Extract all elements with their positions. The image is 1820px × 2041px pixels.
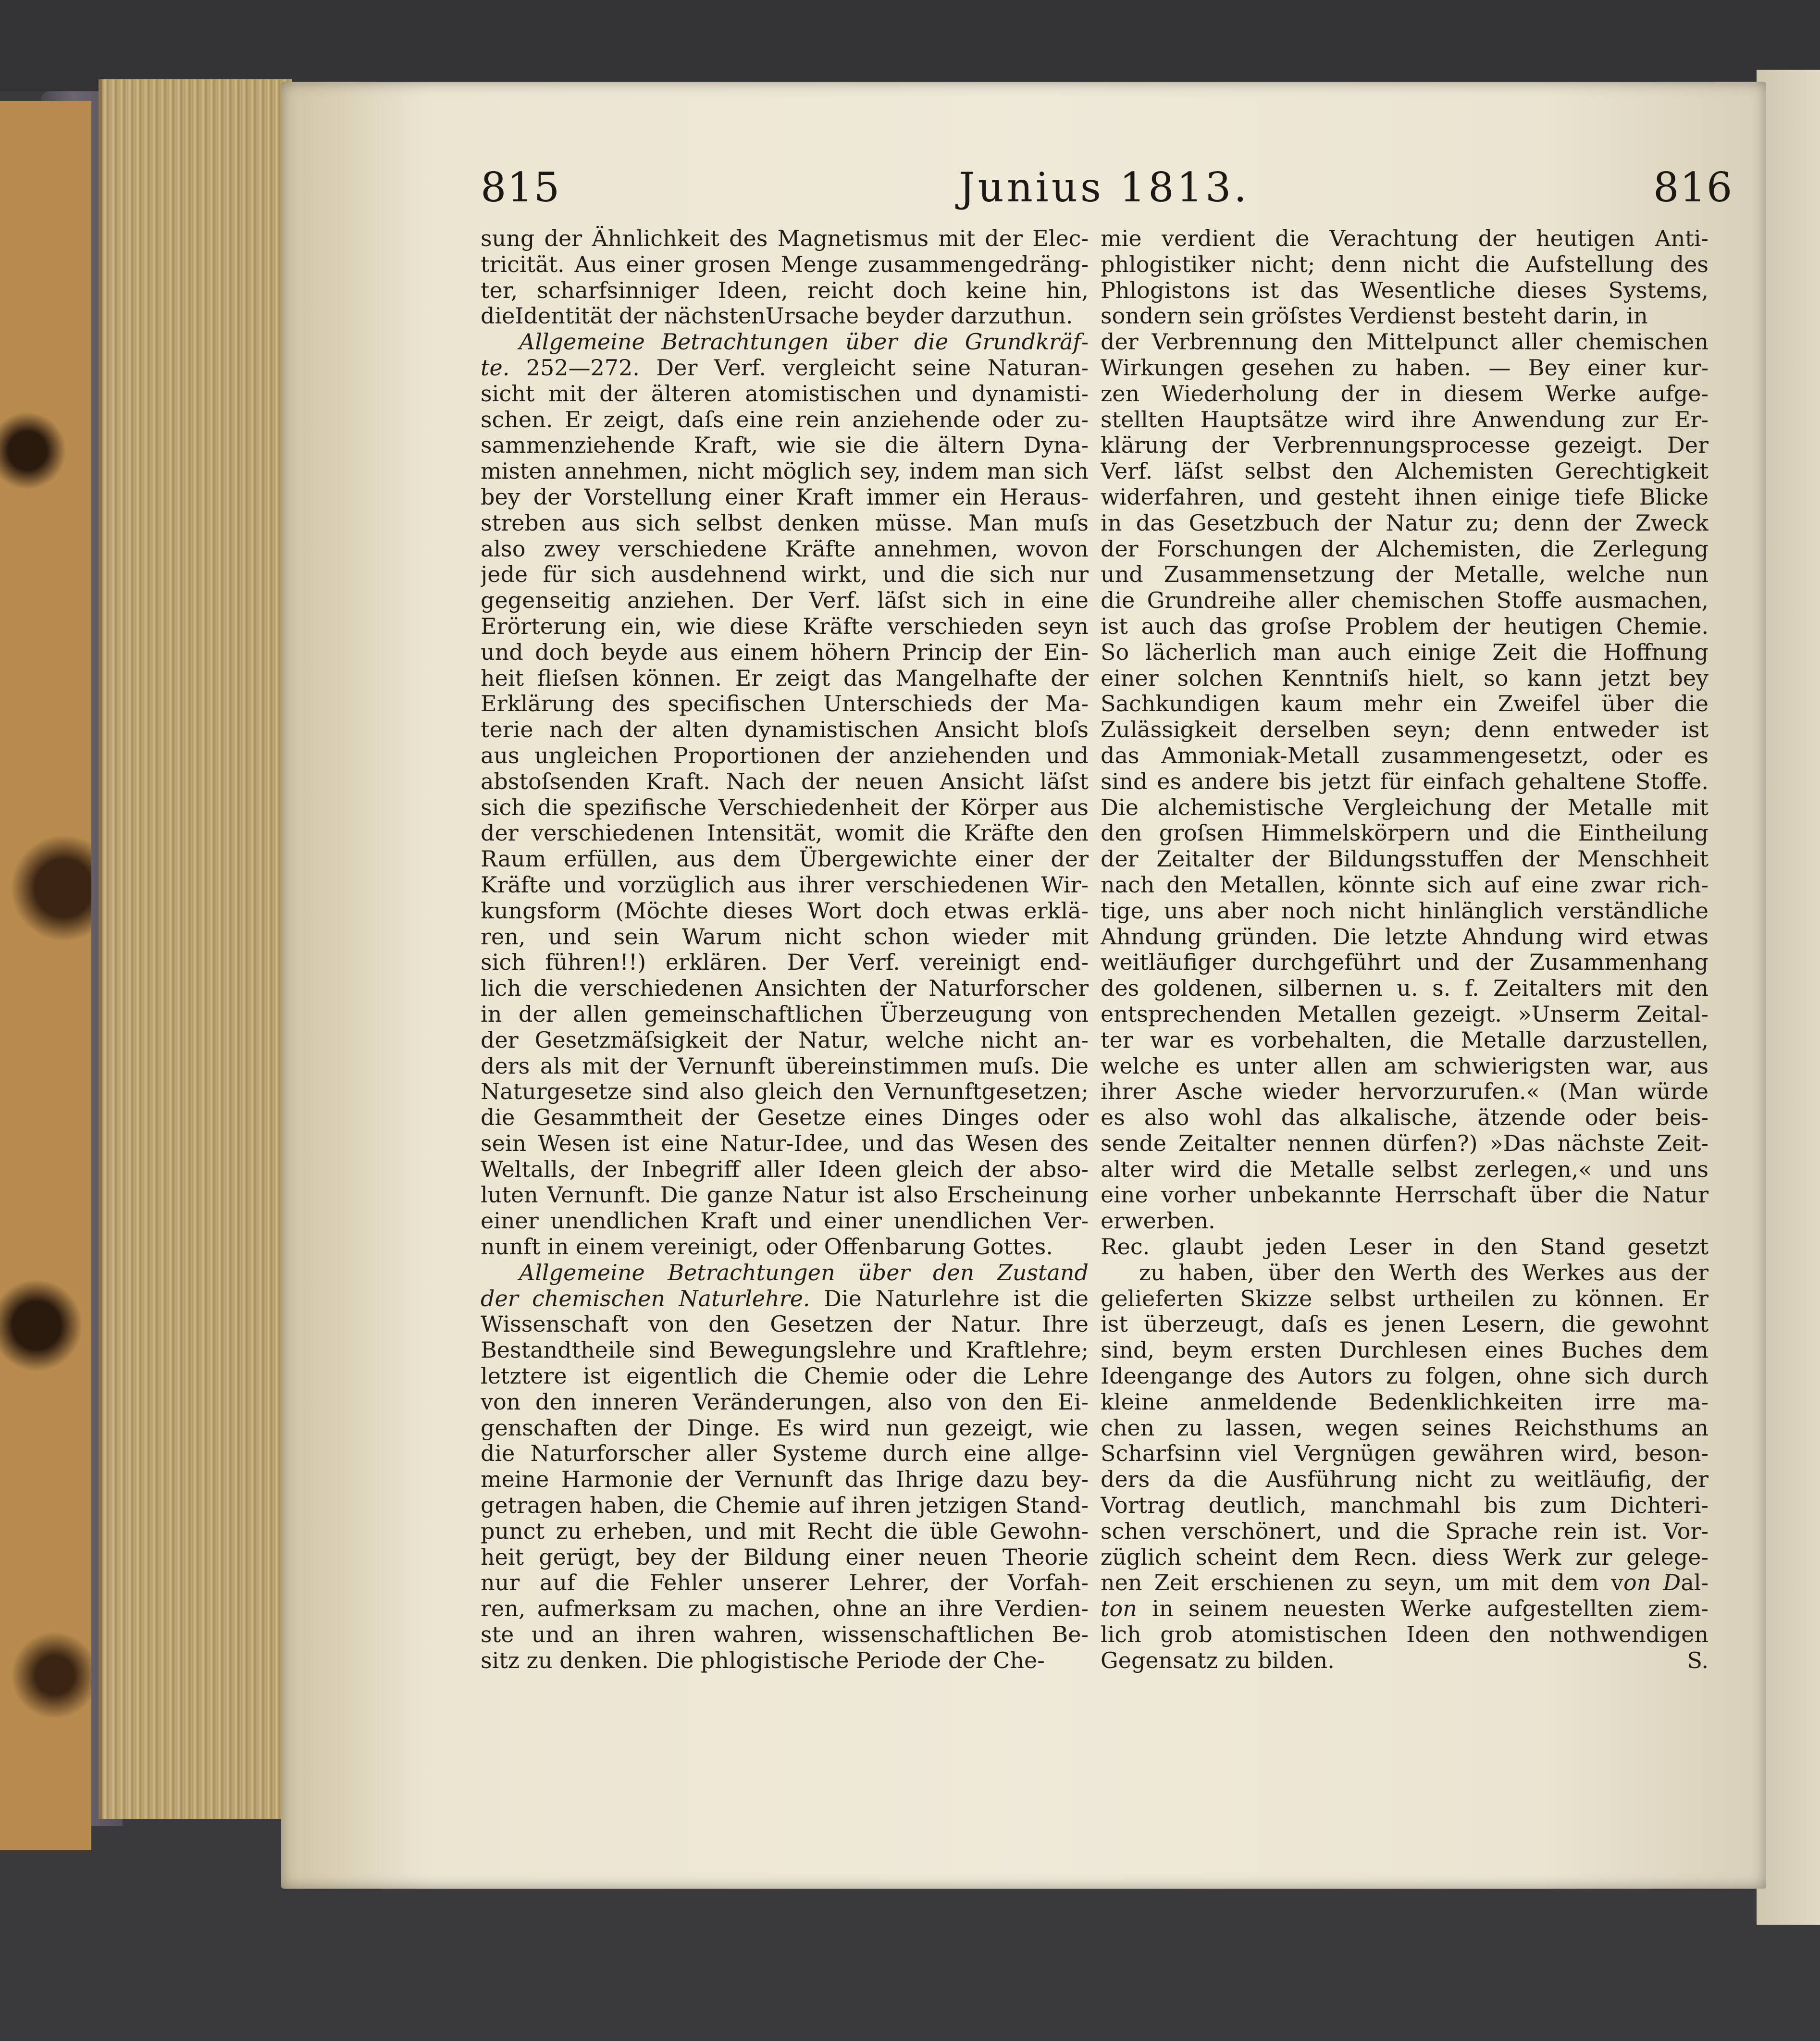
text-line: ders als mit der Vernunft übereinstimmen muſs. Die: [481, 1053, 1089, 1079]
text-line: genschaften der Dinge. Es wird nun gezeigt, wie: [481, 1415, 1089, 1441]
text-line: Erklärung des specifischen Unterschieds der Ma-: [481, 691, 1089, 717]
text-line: nur auf die Fehler unserer Lehrer, der Vorfah-: [481, 1570, 1089, 1596]
text-line: die Grundreihe aller chemischen Stoffe ausmachen,: [1101, 588, 1709, 614]
text-line: ders da die Ausführung nicht zu weitläufig, der: [1101, 1467, 1709, 1493]
text-line: Verf. läſst selbst den Alchemisten Gerechtigkeit: [1101, 458, 1709, 484]
text-line: streben aus sich selbst denken müsse. Man muſs: [481, 510, 1089, 536]
text-line: tige, uns aber noch nicht hinlänglich verständliche: [1101, 898, 1709, 924]
text-line: Raum erfüllen, aus dem Übergewichte einer der: [481, 846, 1089, 872]
text-line: welche es unter allen am schwierigsten war, aus: [1101, 1053, 1709, 1079]
text-line: meine Harmonie der Vernunft das Ihrige dazu bey-: [481, 1467, 1089, 1493]
text-line: stellten Hauptsätze wird ihre Anwendung zur Er-: [1101, 407, 1709, 433]
text-line: Die alchemistische Vergleichung der Metalle mit: [1101, 794, 1709, 820]
text-line: sind, beym ersten Durchlesen eines Buches dem: [1101, 1337, 1709, 1363]
text-line: sung der Ähnlichkeit des Magnetismus mit der Elec-: [481, 226, 1089, 251]
text-line: erwerben.: [1101, 1208, 1215, 1234]
text-line: widerfahren, und gesteht ihnen einige tiefe Blicke: [1101, 484, 1709, 510]
text-line: te. 252—272. Der Verf. vergleicht seine Naturan-: [481, 355, 1089, 381]
text-line: dieIdentität der nächstenUrsache beyder darzuthun.: [481, 303, 1073, 329]
text-line: züglich scheint dem Recn. diess Werk zur gelege-: [1101, 1544, 1709, 1570]
text-column-left: [481, 226, 1089, 1674]
text-line: Kräfte und vorzüglich aus ihrer verschiedenen Wir-: [481, 872, 1089, 898]
text-line: ter war es vorbehalten, die Metalle darzustellen,: [1101, 1027, 1709, 1053]
text-line: Weltalls, der Inbegriff aller Ideen gleich der abso-: [481, 1156, 1089, 1182]
text-line: ihrer Asche wieder hervorzurufen.« (Man würde: [1101, 1079, 1709, 1105]
text-line: Wissenschaft von den Gesetzen der Natur. Ihre: [481, 1311, 1089, 1337]
text-line: das Ammoniak-Metall zusammengesetzt, oder es: [1101, 742, 1709, 768]
text-line: bey der Vorstellung einer Kraft immer ein Heraus-: [481, 484, 1089, 510]
text-line: ste und an ihren wahren, wissenschaftlichen Be-: [481, 1622, 1089, 1648]
text-line: alter wird die Metalle selbst zerlegen,« und uns: [1101, 1156, 1709, 1182]
text-line: die Gesammtheit der Gesetze eines Dinges oder: [481, 1105, 1089, 1131]
text-line: getragen haben, die Chemie auf ihren jetzigen Stand-: [481, 1493, 1089, 1519]
text-line: entsprechenden Metallen gezeigt. »Unserm Zeital-: [1101, 1001, 1709, 1027]
text-line: ren, und sein Warum nicht schon wieder mit: [481, 924, 1089, 950]
text-line: ren, aufmerksam zu machen, ohne an ihre Verdien-: [481, 1596, 1089, 1622]
text-line: terie nach der alten dynamistischen Ansicht bloſs: [481, 717, 1089, 743]
text-line: phlogistiker nicht; denn nicht die Aufstellung des: [1101, 251, 1709, 277]
text-line: Bestandtheile sind Bewegungslehre und Kraftlehre;: [481, 1337, 1089, 1363]
text-column-right: [1101, 226, 1709, 1674]
text-line: einer solchen Kenntniſs hielt, so kann jetzt bey: [1101, 665, 1709, 691]
text-line: luten Vernunft. Die ganze Natur ist also Erscheinung: [481, 1182, 1089, 1208]
page-number-right: 816: [1653, 164, 1733, 211]
text-line: weitläufiger durchgeführt und der Zusammenhang: [1101, 950, 1709, 976]
text-line: abstoſsenden Kraft. Nach der neuen Ansicht läſst: [481, 768, 1089, 794]
text-line: Zulässigkeit derselben seyn; denn entweder ist: [1101, 717, 1709, 743]
text-line: kungsform (Möchte dieses Wort doch etwas erklä-: [481, 898, 1089, 924]
text-line: also zwey verschiedene Kräfte annehmen, wovon: [481, 536, 1089, 562]
text-line: in das Gesetzbuch der Natur zu; denn der Zweck: [1101, 510, 1709, 536]
text-line: misten annehmen, nicht möglich sey, indem man sich: [481, 458, 1089, 484]
text-line: sein Wesen ist eine Natur-Idee, und das Wesen des: [481, 1130, 1089, 1156]
text-line: Allgemeine Betrachtungen über die Grundkräf-: [519, 329, 1089, 355]
text-line: der Zeitalter der Bildungsstuffen der Menschheit: [1101, 846, 1709, 872]
text-line: klärung der Verbrennungsprocesse gezeigt. Der: [1101, 433, 1709, 458]
text-line: sind es andere bis jetzt für einfach gehaltene Stoffe.: [1101, 768, 1709, 794]
text-line: letztere ist eigentlich die Chemie oder die Lehre: [481, 1363, 1089, 1389]
text-line: gegenseitig anziehen. Der Verf. läſst sich in eine: [481, 588, 1089, 614]
text-line: nunft in einem vereinigt, oder Offenbarung Gottes.: [481, 1234, 1053, 1260]
text-line: Rec. glaubt jeden Leser in den Stand gesetzt: [1101, 1234, 1709, 1260]
text-line: sich führen!!) erklären. Der Verf. vereinigt end-: [481, 950, 1089, 976]
text-line: in der allen gemeinschaftlichen Überzeugung von: [481, 1001, 1089, 1027]
text-line: der Verbrennung den Mittelpunct aller chemischen: [1101, 329, 1709, 355]
text-line: sitz zu denken. Die phlogistische Periode der Che-: [481, 1647, 1045, 1673]
text-line: Erörterung ein, wie diese Kräfte verschieden seyn: [481, 613, 1089, 639]
text-line: der Forschungen der Alchemisten, die Zerlegung: [1101, 536, 1709, 562]
text-line: sondern sein gröſstes Verdienst besteht darin, in: [1101, 303, 1648, 329]
text-line: und doch beyde aus einem höhern Princip der Ein-: [481, 639, 1089, 665]
text-line: der verschiedenen Intensität, womit die Kräfte den: [481, 820, 1089, 846]
text-line: des goldenen, silbernen u. s. f. Zeitalters mit den: [1101, 976, 1709, 1002]
text-line: aus ungleichen Proportionen der anziehenden und: [481, 742, 1089, 768]
text-line: punct zu erheben, und mit Recht die üble Gewohn-: [481, 1518, 1089, 1544]
text-line: Allgemeine Betrachtungen über den Zustand: [519, 1260, 1089, 1286]
text-line: der chemischen Naturlehre. Die Naturlehre ist die: [481, 1286, 1089, 1311]
text-line: sicht mit der älteren atomistischen und dynamisti-: [481, 381, 1089, 407]
text-line: von den inneren Veränderungen, also von den Ei-: [481, 1389, 1089, 1415]
text-line: Wirkungen gesehen zu haben. — Bey einer kur-: [1101, 355, 1709, 381]
text-line: Ideengange des Autors zu folgen, ohne sich durch: [1101, 1363, 1709, 1389]
text-line: der Gesetzmäſsigkeit der Natur, welche nicht an-: [481, 1027, 1089, 1053]
text-line: tricität. Aus einer grosen Menge zusammengedräng-: [481, 251, 1089, 277]
text-line: es also wohl das alkalische, ätzende oder beis-: [1101, 1105, 1709, 1131]
text-line: Naturgesetze sind also gleich den Vernunftgesetzen;: [481, 1079, 1089, 1105]
text-line: Scharfsinn viel Vergnügen gewähren wird, beson-: [1101, 1441, 1709, 1467]
text-line: zu haben, über den Werth des Werkes aus der: [1139, 1260, 1709, 1286]
text-line: nach den Metallen, könnte sich auf eine zwar rich-: [1101, 872, 1709, 898]
page-stack-edge: [99, 79, 292, 1819]
text-line: ist auch das groſse Problem der heutigen Chemie.: [1101, 613, 1709, 639]
text-line: sammenziehende Kraft, wie sie die ältern Dyna-: [481, 433, 1089, 458]
text-line: lich grob atomistischen Ideen den nothwendigen: [1101, 1622, 1709, 1648]
text-line: und Zusammensetzung der Metalle, welche nun: [1101, 562, 1709, 588]
text-line: schen. Er zeigt, daſs eine rein anziehende oder zu-: [481, 407, 1089, 433]
text-line: zen Wiederholung der in diesem Werke aufge-: [1101, 381, 1709, 407]
background: [0, 0, 1820, 91]
text-line: mie verdient die Verachtung der heutigen Anti-: [1101, 226, 1709, 251]
text-line: heit flieſsen können. Er zeigt das Mangelhafte der: [481, 665, 1089, 691]
text-line: sende Zeitalter nennen dürfen?) »Das nächste Zeit-: [1101, 1130, 1709, 1156]
marbled-edge: [0, 101, 91, 1850]
text-line: chen zu lassen, wegen seines Reichsthums an: [1101, 1415, 1709, 1441]
text-line: heit gerügt, bey der Bildung einer neuen Theorie: [481, 1544, 1089, 1570]
text-line: eine vorher unbekannte Herrschaft über die Natur: [1101, 1182, 1709, 1208]
text-line: sich die spezifische Verschiedenheit der Körper aus: [481, 794, 1089, 820]
reviewer-signature: S.: [1687, 1647, 1709, 1673]
text-line: ter, scharfsinniger Ideen, reicht doch keine hin,: [481, 277, 1089, 303]
page-number-left: 815: [481, 164, 561, 211]
text-line: Ahndung gründen. Die letzte Ahndung wird etwas: [1101, 924, 1709, 950]
text-line: So lächerlich man auch einige Zeit die Hoffnung: [1101, 639, 1709, 665]
text-line: Sachkundigen kaum mehr ein Zweifel über die: [1101, 691, 1709, 717]
text-line: den groſsen Himmelskörpern und die Eintheilung: [1101, 820, 1709, 846]
text-line: Phlogistons ist das Wesentliche dieses Systems,: [1101, 277, 1709, 303]
text-line: ton in seinem neuesten Werke aufgestellten ziem-: [1101, 1596, 1709, 1622]
text-line: schen verschönert, und die Sprache rein ist. Vor-: [1101, 1518, 1709, 1544]
text-line: jede für sich ausdehnend wirkt, und die sich nur: [481, 562, 1089, 588]
text-line: gelieferten Skizze selbst urtheilen zu können. Er: [1101, 1286, 1709, 1311]
text-line: ist überzeugt, daſs es jenen Lesern, die gewohnt: [1101, 1311, 1709, 1337]
running-title: Junius 1813.: [959, 164, 1250, 211]
text-line: Vortrag deutlich, manchmahl bis zum Dichteri-: [1101, 1493, 1709, 1519]
text-line: kleine anmeldende Bedenklichkeiten irre ma-: [1101, 1389, 1709, 1415]
text-line: nen Zeit erschienen zu seyn, um mit dem von Dal-: [1101, 1570, 1709, 1596]
text-line: die Naturforscher aller Systeme durch eine allge-: [481, 1441, 1089, 1467]
text-line: Gegensatz zu bilden.: [1101, 1647, 1335, 1673]
text-line: lich die verschiedenen Ansichten der Naturforscher: [481, 976, 1089, 1002]
text-line: einer unendlichen Kraft und einer unendlichen Ver-: [481, 1208, 1089, 1234]
